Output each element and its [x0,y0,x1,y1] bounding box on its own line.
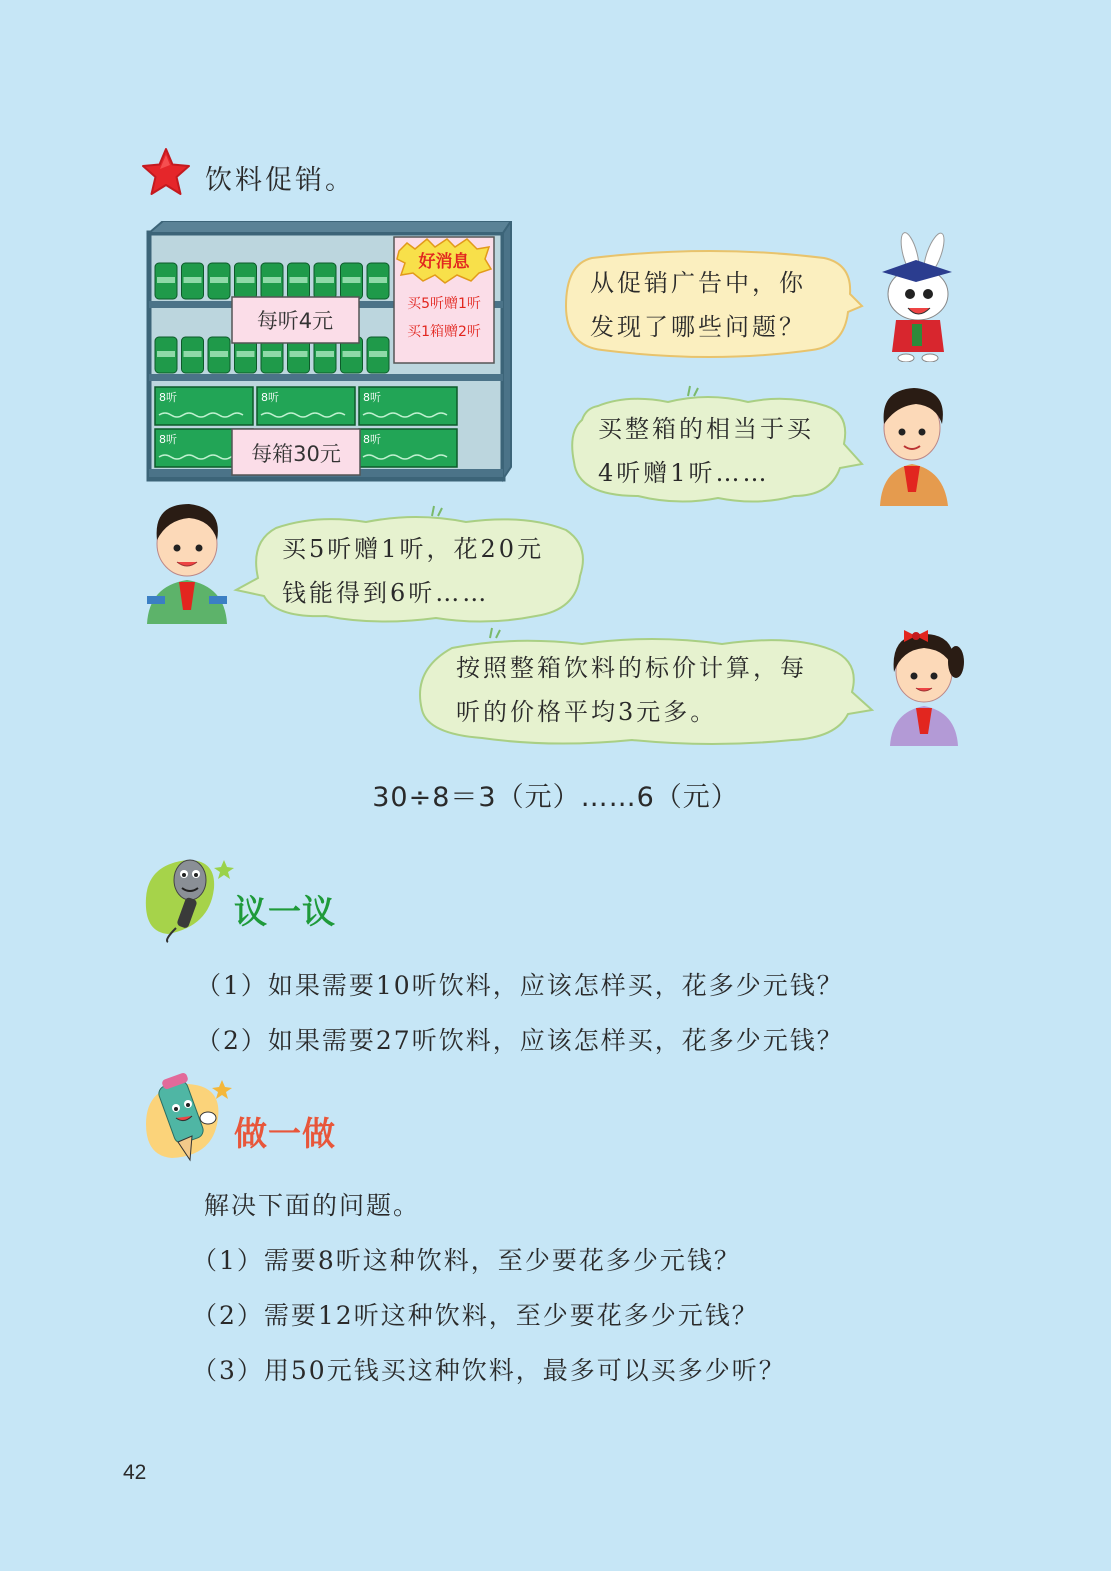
girl-purple-shirt-character [884,622,964,746]
boy2-speech-bubble [236,512,588,626]
box-count-label: 8听 [159,433,177,446]
can-row-top [155,263,389,299]
boy1-speech-bubble [568,392,862,506]
can-stripe [316,277,334,283]
practice-question-1: （1）需要8听这种饮料，至少要花多少元钱？ [192,1246,741,1275]
boy1-text-line2: 4听赠1听…… [598,459,770,487]
can-stripe [157,277,175,283]
can-stripe [263,351,281,357]
rabbit-speech-bubble [562,250,862,358]
girl-speech-bubble [412,634,872,748]
can-stripe [263,277,281,283]
good-news-title: 好消息 [418,252,470,272]
can-stripe [290,351,308,357]
girl-text-line2: 听的价格平均3元多。 [456,698,718,726]
pencil-mascot-icon [138,1072,238,1168]
price-per-box-label: 每箱30元 [251,442,341,466]
can-stripe [157,351,175,357]
practice-title: 做一做 [234,1114,336,1153]
boy1-text-line1: 买整箱的相当于买 [598,415,814,443]
discuss-question-2: （2）如果需要27听饮料，应该怎样买，花多少元钱？ [196,1026,844,1055]
practice-question-2: （2）需要12听这种饮料，至少要花多少元钱？ [192,1301,759,1330]
box-count-label: 8听 [363,391,381,404]
rabbit-text-line1: 从促销广告中，你 [590,269,806,297]
can-stripe [237,277,255,283]
promo-line-1: 买5听赠1听 [407,296,481,312]
price-per-can-label: 每听4元 [256,309,334,333]
can-stripe [290,277,308,283]
can-stripe [184,277,202,283]
can-stripe [210,351,228,357]
practice-question-3: （3）用50元钱买这种饮料，最多可以买多少听？ [192,1356,786,1385]
division-formula: 30÷8＝3（元）……6（元） [372,782,739,813]
boy2-text-line2: 钱能得到6听…… [282,579,490,607]
red-star-icon [140,147,192,197]
rabbit-teacher-character [872,232,962,362]
box-count-label: 8听 [261,391,279,404]
can-stripe [343,351,361,357]
discuss-title: 议一议 [234,892,336,931]
can-stripe [369,351,387,357]
drink-shelf-illustration [145,221,513,483]
box-count-label: 8听 [159,391,177,404]
girl-text-line1: 按照整箱饮料的标价计算，每 [456,654,807,682]
can-stripe [184,351,202,357]
practice-intro: 解决下面的问题。 [204,1191,421,1220]
promo-line-2: 买1箱赠2听 [407,324,481,340]
discuss-question-1: （1）如果需要10听饮料，应该怎样买，花多少元钱？ [196,971,844,1000]
boy-orange-shirt-character [876,384,952,506]
box-count-label: 8听 [363,433,381,446]
section-title: 饮料促销。 [205,165,355,196]
can-stripe [369,277,387,283]
can-stripe [343,277,361,283]
boy-green-shirt-character [145,500,229,624]
microphone-mascot-icon [138,850,238,946]
can-stripe [210,277,228,283]
rabbit-text-line2: 发现了哪些问题？ [590,313,806,341]
boy2-text-line1: 买5听赠1听，花20元 [282,535,545,563]
page-number: 42 [123,1461,147,1484]
can-stripe [316,351,334,357]
can-stripe [237,351,255,357]
